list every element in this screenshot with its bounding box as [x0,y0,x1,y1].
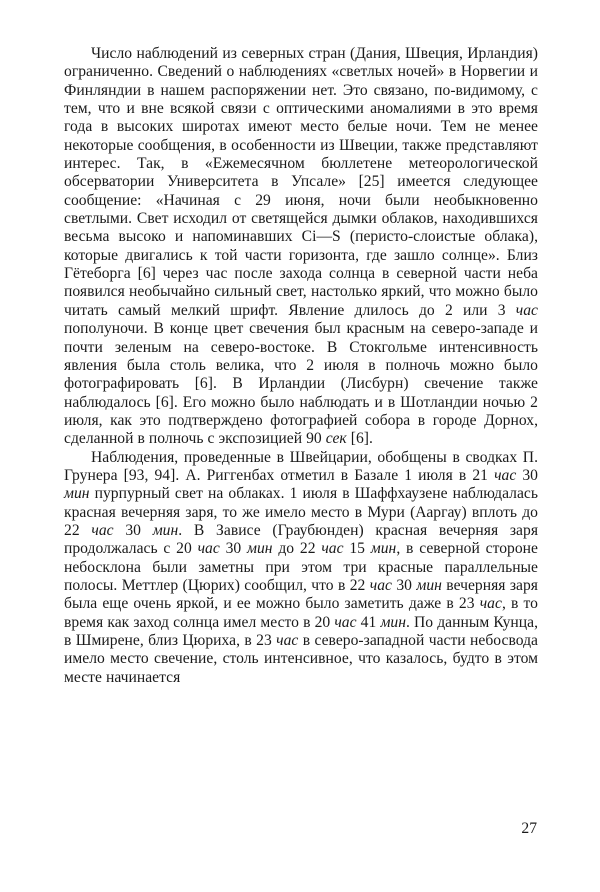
page-number: 27 [521,820,537,837]
paragraph-2-text-segment-2: 30 [516,466,539,484]
paragraph-2-text-segment-4: 30 [113,521,153,539]
unit-abbreviation-chas: час [515,301,538,319]
paragraph-2-text-segment-5: . В Зависе (Граубюнден) красная вечерняя заря продолжалась с 20 [64,521,539,558]
unit-abbreviation-sek: сек [325,430,347,448]
unit-abbreviation-chas: час [321,540,344,558]
unit-abbreviation-chas: час [369,576,392,594]
unit-abbreviation-min: мин [247,540,273,558]
body-paragraph-2 [64,449,538,687]
page-text-block [64,45,538,687]
paragraph-2-text-segment-3: пурпурный свет на облаках. 1 июля в Шаффхаузене наблюдалась красная вечерняя заря, то же имело место в Мури (Ааргау) вплоть до 22 [64,485,538,539]
paragraph-2-text-segment-15: в северо-западной части небосвода имело место свечение, столь интенсивное, что казалось, будто в этом месте начинается [64,632,538,686]
paragraph-2-text-segment-1: Наблюдения, проведенные в Швейцарии, обобщены в сводках П. Грунера [93, 94]. А. Риггенбах отметил в Базале 1 июля в 21 [64,448,538,484]
paragraph-2-text-segment-6: 30 [219,540,247,558]
paragraph-2-text-segment-14: . По данным Кунца, в Шмирене, близ Цюриха, в 23 [64,613,539,649]
paragraph-2-text-segment-9: , в северной стороне небосклона были заметны при этом три красные параллельные полосы. Меттлер (Цюрих) сообщил, что в 22 [64,540,538,594]
paragraph-2-text-segment-8: 15 [343,540,371,558]
body-paragraph-1 [64,45,538,449]
paragraph-2-text-segment-12: , в то время как заход солнца имел место в 20 [64,595,538,631]
unit-abbreviation-min: мин [370,540,397,558]
unit-abbreviation-chas: час [276,632,299,649]
unit-abbreviation-chas: час [91,521,114,539]
unit-abbreviation-chas: час [334,613,357,631]
unit-abbreviation-chas: час [494,466,517,484]
unit-abbreviation-min: мин [64,485,90,503]
paragraph-1-text-segment-3: [6]. [346,430,373,448]
paragraph-2-text-segment-7: до 22 [272,540,322,558]
paragraph-2-text-segment-11: вечерняя заря была еще очень яркой, и ее можно было заметить даже в 23 [64,576,538,613]
unit-abbreviation-chas: час [197,540,220,558]
unit-abbreviation-min: мин [416,576,442,594]
paragraph-2-text-segment-10: 30 [391,576,417,594]
unit-abbreviation-chas: час [479,595,502,613]
unit-abbreviation-min: мин [152,521,179,539]
paragraph-1-text-segment-1: Число наблюдений из северных стран (Дания, Швеция, Ирландия) ограниченно. Сведений о наблюдениях «светлых ночей» в Норвегии и Финляндии в нашем распоряжении нет. Это связано, по-видимому, с тем, что и вне всякой связи с оптическими аномалиями в это время года в высоких широтах имеют место белые ночи. Тем не менее некоторые сообщения, в особенности из Швеции, также представляют интерес. Так, в «Ежемесячном бюллетене метеорологической обсерватории Университета в Упсале» [25] имеется следующее сообщение: «Начиная с 29 июня, ночи были необыкновенно светлыми. Свет исходил от светящейся дымки облаков, находившихся весьма высоко и напоминавших Ci—S (перисто-слоистые облака), которые двигались к той части горизонта, где зашло солнце». Близ Гётеборга [6] через час после захода солнца в северной части неба появился необычайно сильный свет, настолько яркий, что можно было читать самый мелкий шрифт. Явление длилось до 2 или 3 [64,45,538,319]
unit-abbreviation-min: мин [380,613,406,631]
paragraph-1-text-segment-2: пополуночи. В конце цвет свечения был красным на северо-западе и почти зеленым на северо-востоке. В Стокгольме интенсивность явления была столь велика, что 2 июля в полночь можно было фотографировать [6]. В Ирландии (Лисбурн) свечение также наблюдалось [6]. Его можно было наблюдать и в Шотландии ночью 2 июля, как это подтверждено фотографией собора в городе Дорнох, сделанной в полночь с экспозицией 90 [64,320,538,448]
paragraph-2-text-segment-13: 41 [356,613,381,631]
